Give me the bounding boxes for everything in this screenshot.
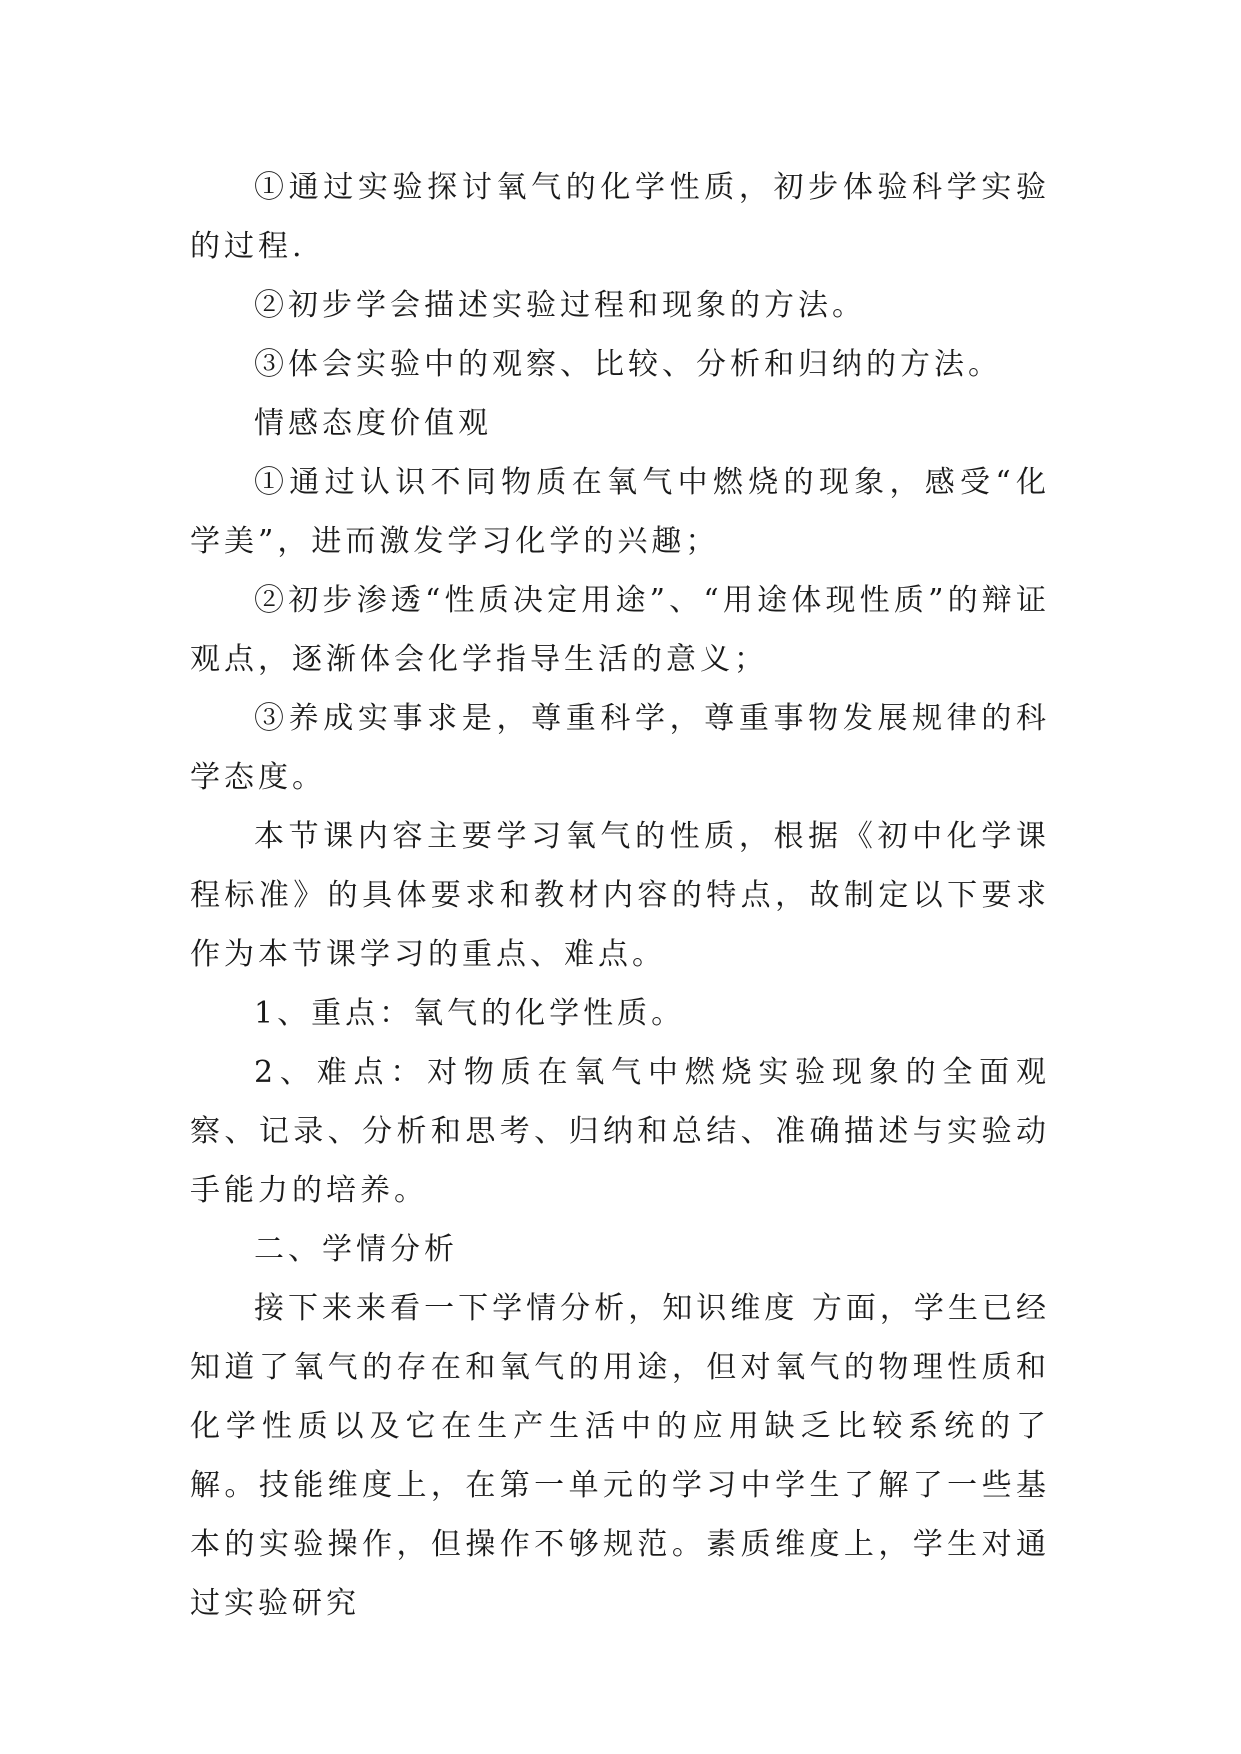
paragraph-difficult-point: 2、难点：对物质在氧气中燃烧实验现象的全面观察、记录、分析和思考、归纳和总结、准确描述与实验动手能力的培养。 [190,1055,1050,1208]
section-heading-learner-analysis: 二、学情分析 [254,1232,458,1267]
paragraph-objective-1: ①通过实验探讨氧气的化学性质，初步体验科学实验的过程. [190,170,1050,264]
paragraph-emotion-3: ③养成实事求是，尊重科学，尊重事物发展规律的科学态度。 [190,701,1050,795]
paragraph-key-point: 1、重点：氧气的化学性质。 [254,996,686,1031]
paragraph-emotion-2: ②初步渗透“性质决定用途”、“用途体现性质”的辩证观点，逐渐体会化学指导生活的意义； [190,583,1050,677]
paragraph-emotion-1: ①通过认识不同物质在氧气中燃烧的现象，感受“化学美”，进而激发学习化学的兴趣； [190,465,1050,559]
section-heading-emotion-attitude-values: 情感态度价值观 [254,406,492,441]
paragraph-objective-2: ②初步学会描述实验过程和现象的方法。 [254,288,866,323]
paragraph-key-points-intro: 本节课内容主要学习氧气的性质，根据《初中化学课程标准》的具体要求和教材内容的特点，故制定以下要求作为本节课学习的重点、难点。 [190,819,1050,972]
paragraph-learner-analysis: 接下来来看一下学情分析，知识维度 方面，学生已经知道了氧气的存在和氧气的用途，但对氧气的物理性质和化学性质以及它在生产生活中的应用缺乏比较系统的了解。技能维度上，在第一单元的学习中学生了解了一些基本的实验操作，但操作不够规范。素质维度上，学生对通过实验研究 [190,1291,1050,1621]
paragraph-objective-3: ③体会实验中的观察、比较、分析和归纳的方法。 [254,347,1002,382]
document-body [190,158,1050,1633]
